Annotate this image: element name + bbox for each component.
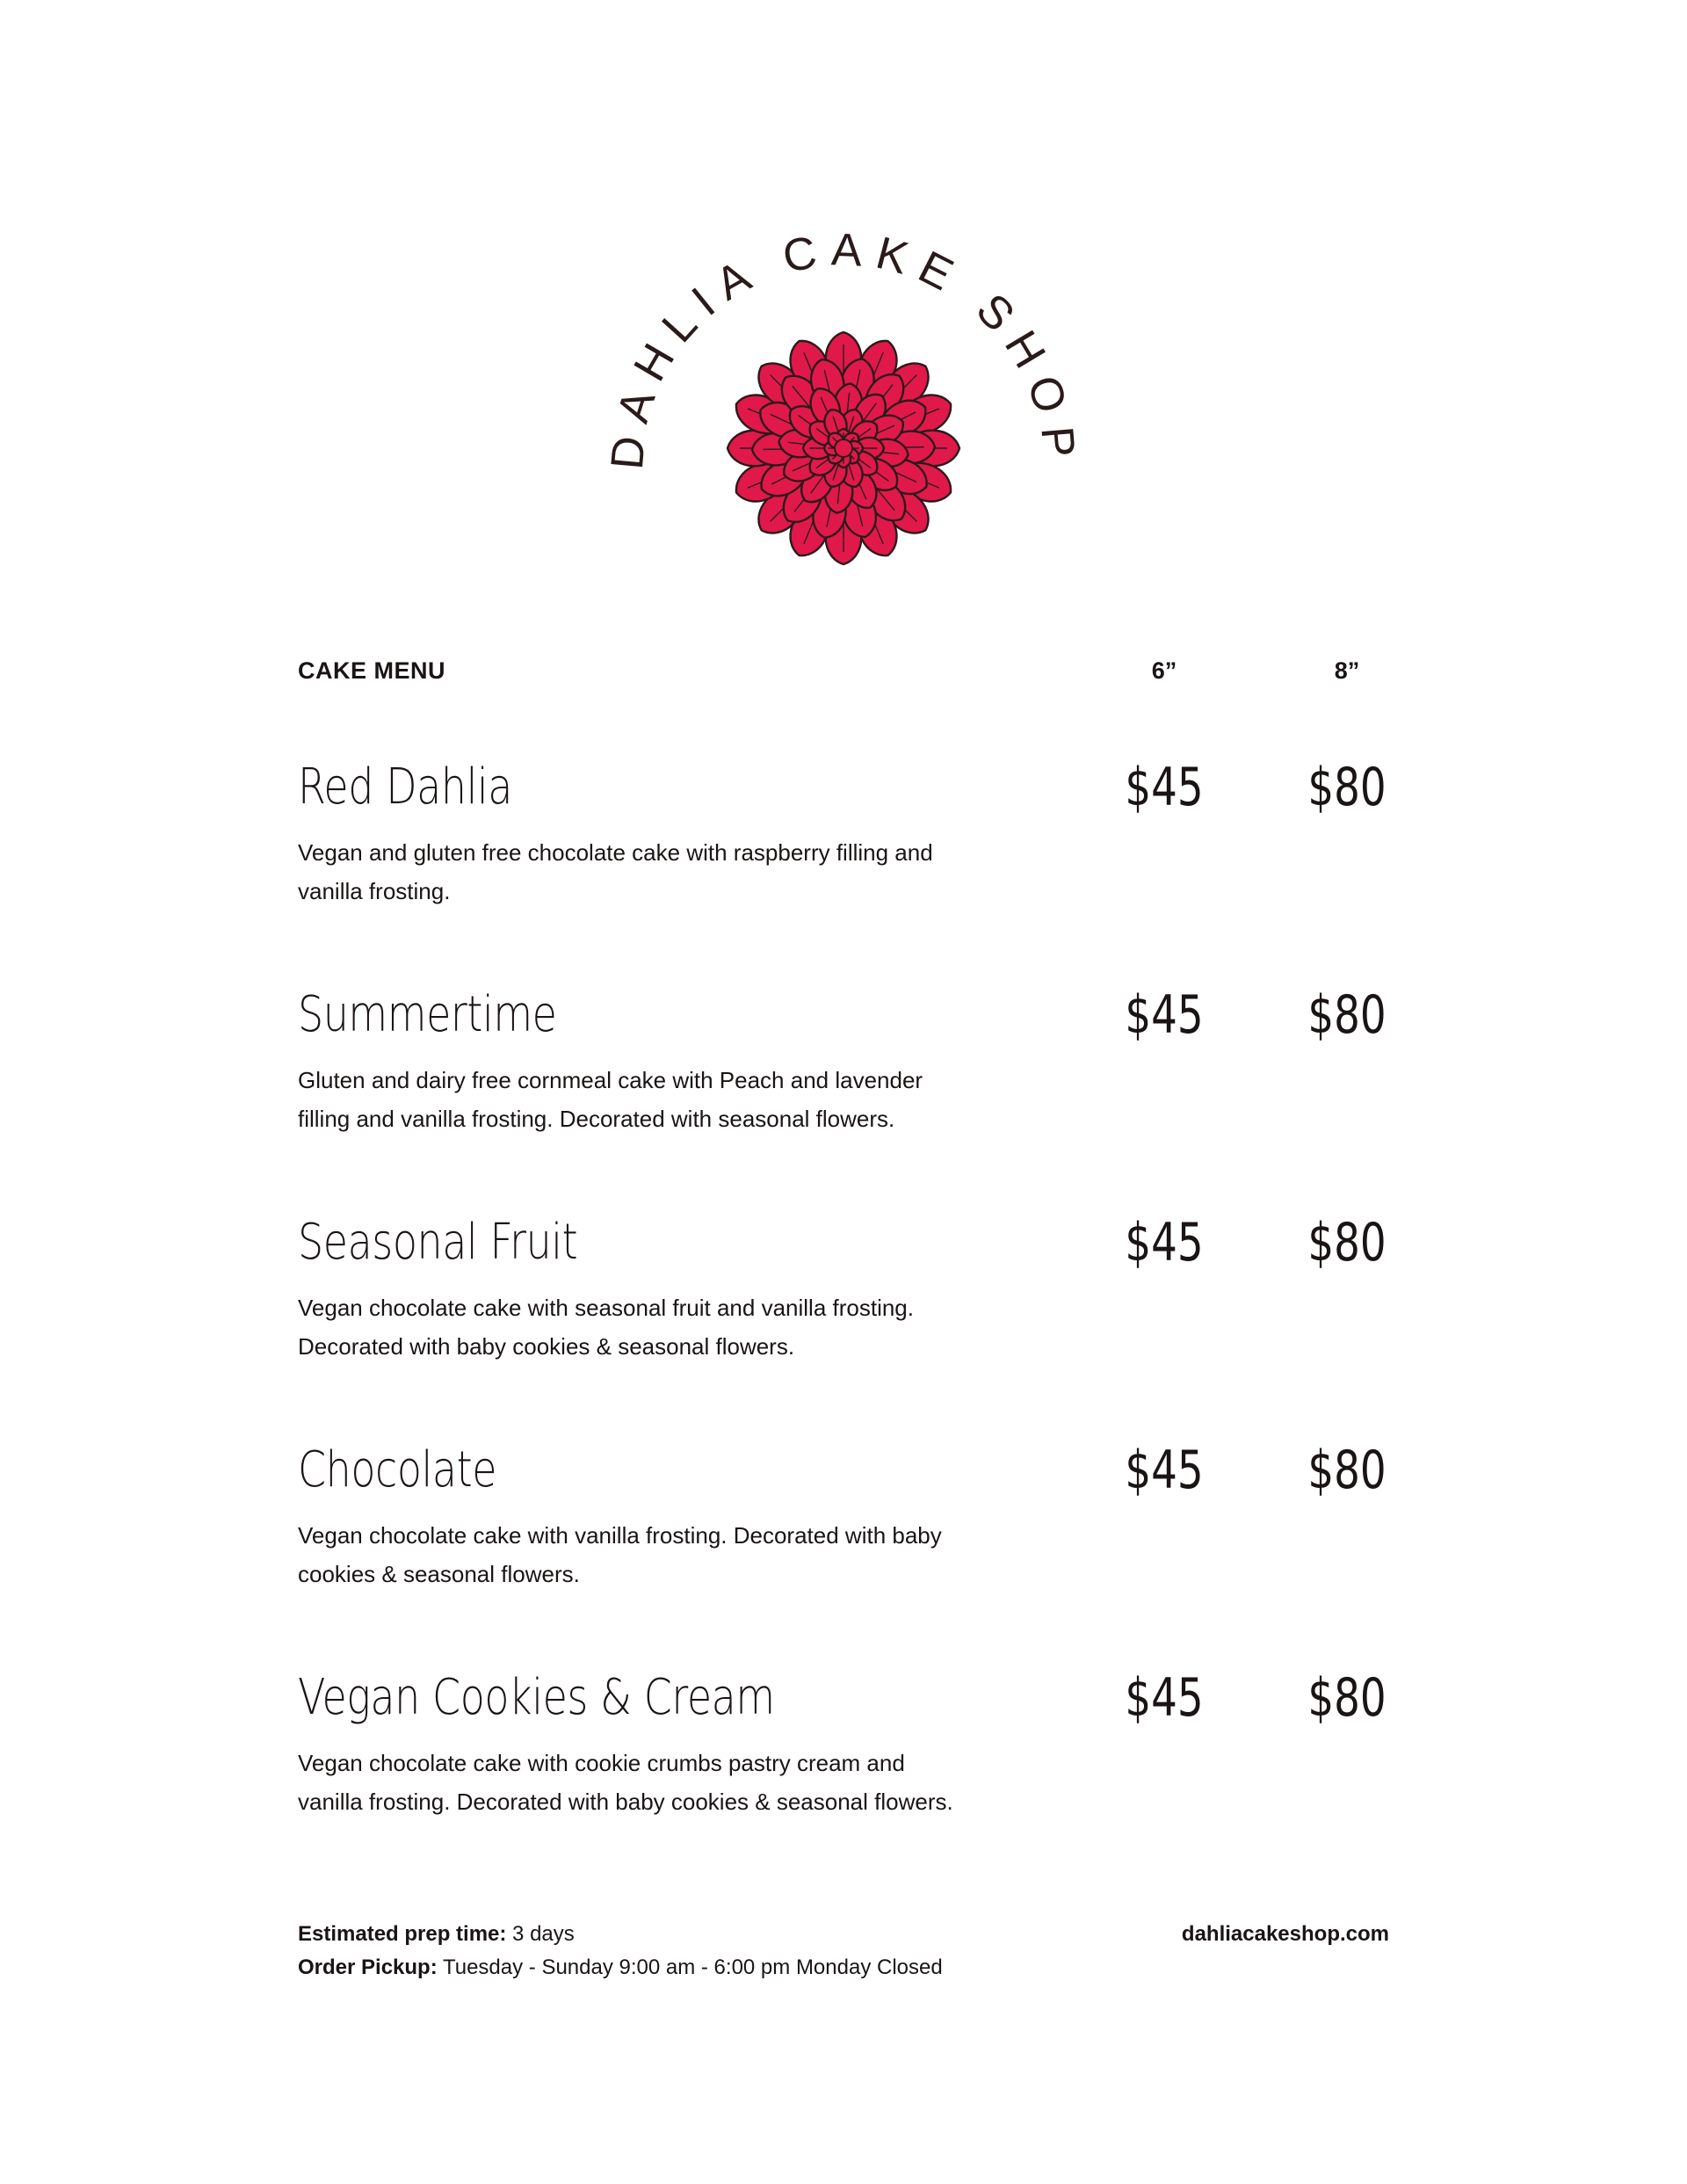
- menu-item: [298, 983, 1389, 1211]
- cake-description: [298, 1516, 1001, 1593]
- price-8-inch: $80: [1307, 1667, 1387, 1729]
- description-line: vanilla frosting.: [298, 878, 451, 904]
- description-line: Vegan and gluten free chocolate cake with raspberry filling and: [298, 839, 933, 866]
- menu-item: [298, 1211, 1389, 1439]
- website-link[interactable]: dahliacakeshop.com: [1181, 1922, 1389, 1946]
- pickup-line: [298, 1951, 1389, 1984]
- price-6-inch: $45: [1125, 984, 1204, 1046]
- menu-item: [298, 756, 1389, 983]
- prep-time-label: Estimated prep time:: [298, 1922, 507, 1946]
- cake-description: [298, 1288, 1001, 1366]
- description-line: Vegan chocolate cake with cookie crumbs pastry cream and: [298, 1750, 905, 1776]
- cake-description: [298, 1061, 1001, 1138]
- description-line: Vegan chocolate cake with vanilla frosting. Decorated with baby: [298, 1522, 942, 1549]
- menu-item: [298, 1666, 1389, 1894]
- price-8-inch: $80: [1307, 757, 1387, 818]
- cake-name: Red Dahlia: [298, 758, 513, 816]
- menu-item: [298, 1439, 1389, 1666]
- price-8-inch: $80: [1307, 1212, 1387, 1273]
- cake-description: [298, 833, 1001, 911]
- price-6-inch: $45: [1125, 1667, 1204, 1729]
- dahlia-flower-logo: [580, 211, 1107, 598]
- menu-title: CAKE MENU: [298, 657, 446, 684]
- menu-footer: [298, 1918, 1389, 1984]
- pickup-value: Tuesday - Sunday 9:00 am - 6:00 pm Monday Closed: [437, 1955, 943, 1979]
- description-line: Vegan chocolate cake with seasonal fruit and vanilla frosting.: [298, 1295, 914, 1321]
- cake-name: Chocolate: [298, 1441, 497, 1498]
- size-6-header: 6”: [1151, 657, 1177, 684]
- flower-center: [835, 439, 852, 457]
- size-8-header: 8”: [1334, 657, 1360, 684]
- cake-name: Summertime: [298, 986, 557, 1043]
- pickup-label: Order Pickup:: [298, 1955, 438, 1979]
- cake-name: Seasonal Fruit: [298, 1214, 578, 1271]
- dahlia-flower-icon: [728, 332, 959, 564]
- cake-description: [298, 1744, 1001, 1821]
- description-line: vanilla frosting. Decorated with baby cookies & seasonal flowers.: [298, 1789, 953, 1815]
- description-line: filling and vanilla frosting. Decorated with seasonal flowers.: [298, 1106, 895, 1132]
- menu-items: [298, 756, 1389, 1894]
- cake-name: Vegan Cookies & Cream: [298, 1669, 775, 1726]
- prep-time-value: 3 days: [506, 1922, 575, 1946]
- price-6-inch: $45: [1125, 757, 1204, 818]
- price-8-inch: $80: [1307, 984, 1387, 1046]
- description-line: Decorated with baby cookies & seasonal flowers.: [298, 1333, 795, 1360]
- description-line: Gluten and dairy free cornmeal cake with Peach and lavender: [298, 1067, 923, 1093]
- logo-arc-text: DAHLIA CAKE SHOP: [601, 224, 1086, 472]
- price-8-inch: $80: [1307, 1440, 1387, 1501]
- shop-logo: [580, 211, 1107, 598]
- price-6-inch: $45: [1125, 1440, 1204, 1501]
- description-line: cookies & seasonal flowers.: [298, 1561, 580, 1587]
- price-6-inch: $45: [1125, 1212, 1204, 1273]
- menu-header: [298, 657, 1389, 693]
